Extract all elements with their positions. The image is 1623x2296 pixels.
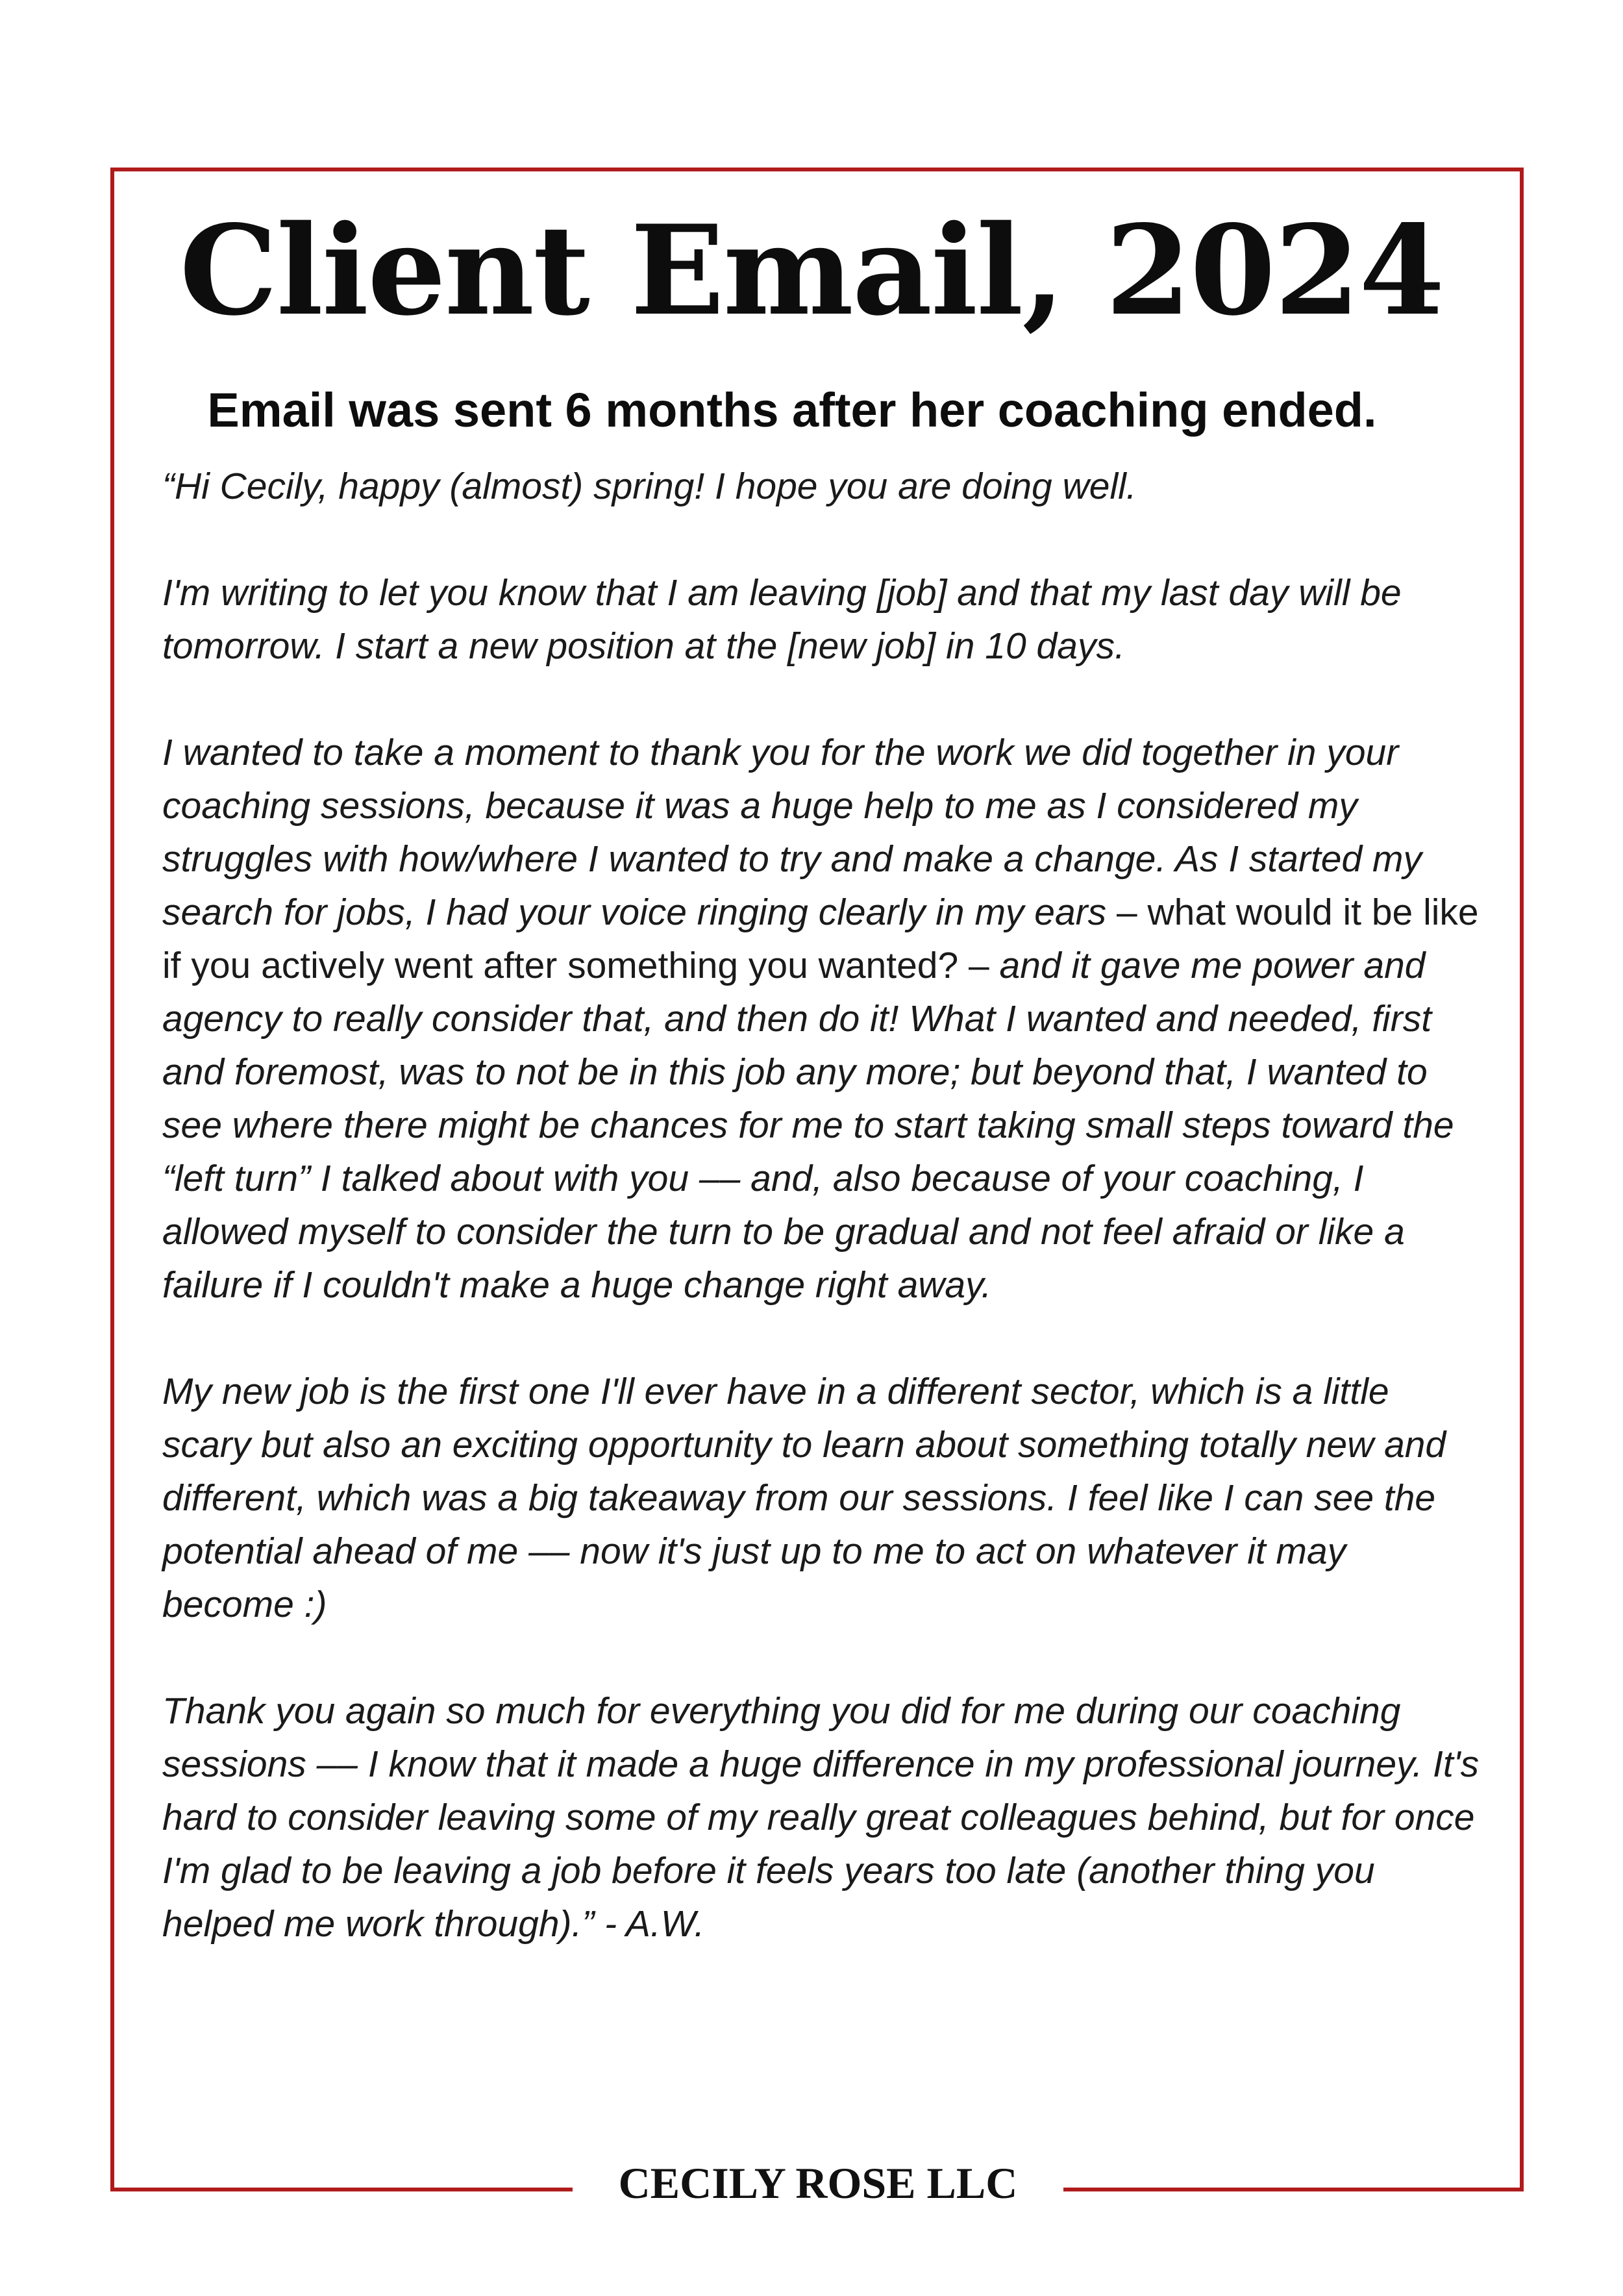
email-paragraph-2 <box>162 726 1480 1312</box>
border-bottom-left <box>110 2188 573 2191</box>
footer-brand: CECILY ROSE LLC <box>618 2158 1018 2208</box>
email-body <box>162 460 1480 1951</box>
paragraph-2-quote: – what would it be like if you actively went after something you wanted? – <box>162 892 1479 986</box>
page-title: Client Email, 2024 <box>179 198 1444 343</box>
paragraph-2-part-1: I wanted to take a moment to thank you for the work we did together in your coaching sessions, because it was a huge help to me as I considered my struggles with how/where I wanted to try and make a change. As I started my search for jobs, I had your voice ringing clearly in my ears <box>162 732 1422 933</box>
email-paragraph-4: Thank you again so much for everything you did for me during our coaching sessions –– I know that it made a huge difference in my professional journey. It's hard to consider leaving some of my really great colleagues behind, but for once I'm glad to be leaving a job before it feels years too late (another thing you helped me work through).” - A.W. <box>162 1690 1480 1945</box>
email-paragraph-1: I'm writing to let you know that I am leaving [job] and that my last day will be tomorrow. I start a new position at the [new job] in 10 days. <box>162 572 1402 667</box>
email-greeting: “Hi Cecily, happy (almost) spring! I hope you are doing well. <box>162 466 1137 507</box>
email-paragraph-3: My new job is the first one I'll ever have in a different sector, which is a little scary but also an exciting opportunity to learn about something totally new and different, which was a big takeaway from our sessions. I feel like I can see the potential ahead of me –– now it's just up to me to act on whatever it may become :) <box>162 1371 1446 1625</box>
border-bottom-right <box>1063 2188 1524 2191</box>
subtitle: Email was sent 6 months after her coaching ended. <box>207 383 1377 437</box>
paragraph-2-part-2: and it gave me power and agency to really consider that, and then do it! What I wanted and needed, first and foremost, was to not be in this job any more; but beyond that, I wanted to see where there might be chances for me to start taking small steps toward the “left turn” I talked about with you –– and, also because of your coaching, I allowed myself to consider the turn to be gradual and not feel afraid or like a failure if I couldn't make a huge change right away. <box>162 945 1454 1306</box>
